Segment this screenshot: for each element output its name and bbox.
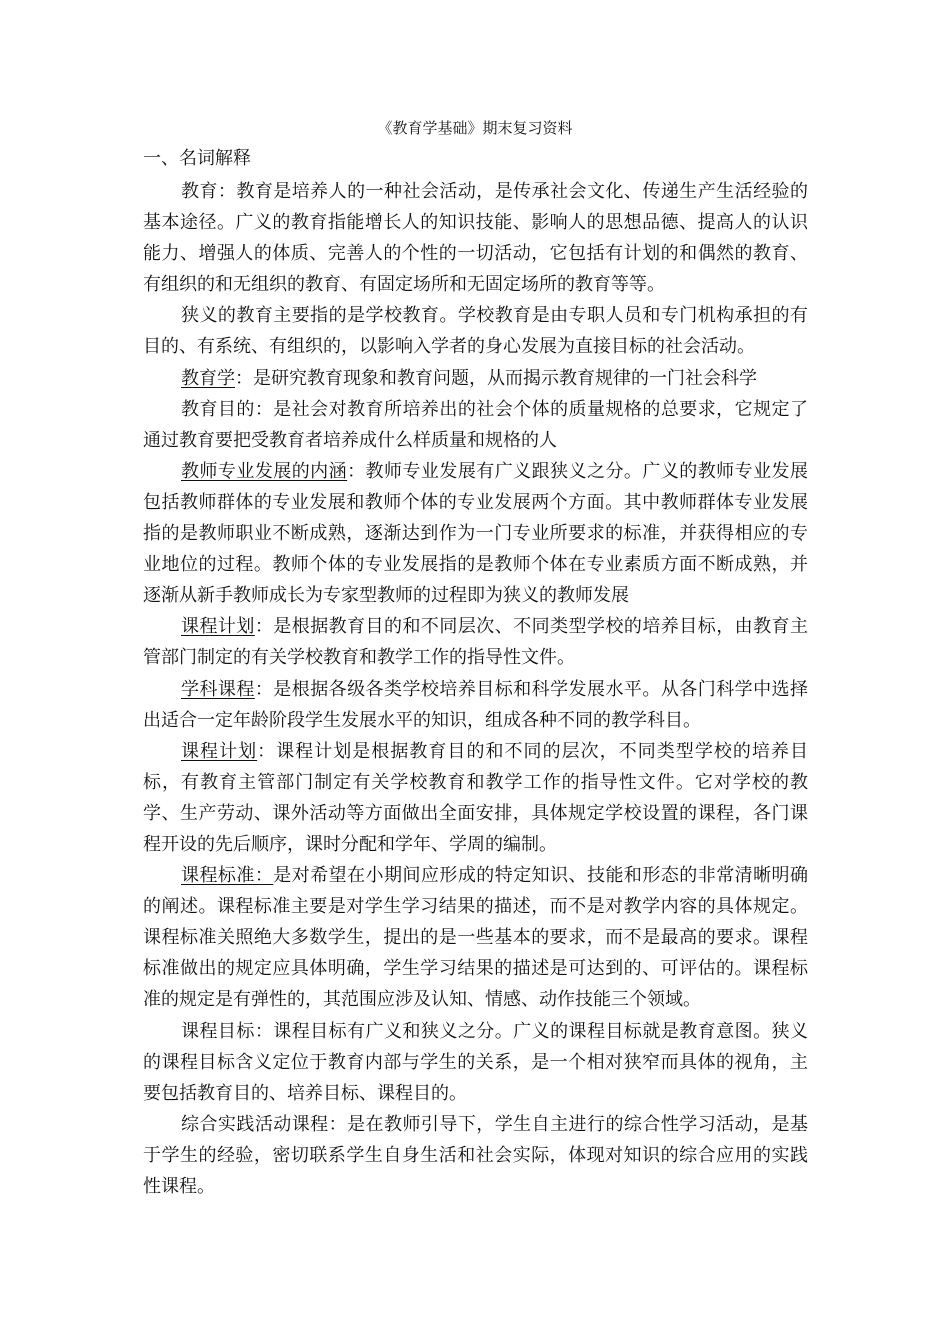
document-body xyxy=(143,145,808,1202)
paragraph-curriculum-standard xyxy=(143,860,808,1015)
paragraph-education xyxy=(143,176,808,300)
paragraph-pedagogy xyxy=(143,363,808,394)
paragraph-curriculum-goal xyxy=(143,1016,808,1109)
paragraph-text: 是对希望在小期间应形成的特定知识、技能和形态的非常清晰明确的阐述。课程标准主要是对学生学习结果的描述，而不是对教学内容的具体规定。课程标准关照绝大多数学生，提出的是一些基本的要求，而不是最高的要求。课程标准做出的规定应具体明确，学生学习结果的描述是可达到的、可评估的。课程标准的规定是有弹性的，其范围应涉及认知、情感、动作技能三个领域。 xyxy=(143,865,809,1011)
paragraph-text: 教育：教育是培养人的一种社会活动，是传承社会文化、传递生产生活经验的基本途径。广义的教育指能增长人的知识技能、影响人的思想品德、提高人的认识能力、增强人的体质、完善人的个性的一切活动，它包括有计划的和偶然的教育、有组织的和无组织的教育、有固定场所和无固定场所的教育等等。 xyxy=(143,181,808,296)
paragraph-text: ：课程计划是根据教育目的和不同的层次，不同类型学校的培养目标，有教育主管部门制定有关学校教育和教学工作的指导性文件。它对学校的教学、生产劳动、课外活动等方面做出全面安排，具体规定学校设置的课程，各门课程开设的先后顺序，课时分配和学年、学周的编制。 xyxy=(143,740,808,855)
paragraph-text: ：是研究教育现象和教育问题，从而揭示教育规律的一门社会科学 xyxy=(235,367,757,389)
section-heading: 一、名词解释 xyxy=(143,148,251,169)
paragraph-text: ：教师专业发展有广义跟狭义之分。广义的教师专业发展包括教师群体的专业发展和教师个体的专业发展两个方面。其中教师群体专业发展指的是教师职业不断成熟，逐渐达到作为一门专业所要求的标准，并获得相应的专业地位的过程。教师个体的专业发展指的是教师个体在专业素质方面不断成熟，并逐渐从新手教师成长为专家型教师的过程即为狭义的教师发展 xyxy=(143,460,809,607)
paragraph-text: 教育目的：是社会对教育所培养出的社会个体的质量规格的总要求，它规定了通过教育要把受教育者培养成什么样质量和规格的人 xyxy=(143,398,808,451)
document-title: 《教育学基础》期末复习资料 xyxy=(377,119,573,137)
term-label: 课程计划 xyxy=(181,740,258,762)
paragraph-text: 狭义的教育主要指的是学校教育。学校教育是由专职人员和专门机构承担的有目的、有系统、有组织的，以影响入学者的身心发展为直接目标的社会活动。 xyxy=(143,305,808,358)
term-label: 教师专业发展的内涵 xyxy=(181,460,348,482)
paragraph-curriculum-plan xyxy=(143,611,808,673)
paragraph-subject-curriculum xyxy=(143,674,808,736)
paragraph-practice-curriculum xyxy=(143,1109,808,1202)
paragraph-text: ：是根据各级各类学校培养目标和科学发展水平。从各门科学中选择出适合一定年龄阶段学生发展水平的知识，组成各种不同的教学科目。 xyxy=(143,678,809,731)
paragraph-narrow-education xyxy=(143,300,808,362)
term-label: 学科课程 xyxy=(181,678,255,700)
paragraph-text: ：是根据教育目的和不同层次、不同类型学校的培养目标，由教育主管部门制定的有关学校教育和教学工作的指导性文件。 xyxy=(143,616,809,669)
term-label: 教育学 xyxy=(181,367,235,389)
paragraph-curriculum-plan-2 xyxy=(143,736,808,860)
term-label: 课程标准： xyxy=(181,865,274,887)
paragraph-education-aim xyxy=(143,394,808,456)
paragraph-text: 综合实践活动课程：是在教师引导下，学生自主进行的综合性学习活动，是基于学生的经验，密切联系学生自身生活和社会实际，体现对知识的综合应用的实践性课程。 xyxy=(143,1113,808,1197)
term-label: 课程计划 xyxy=(181,616,255,638)
paragraph-teacher-development xyxy=(143,456,808,611)
paragraph-text: 课程目标：课程目标有广义和狭义之分。广义的课程目标就是教育意图。狭义的课程目标含义定位于教育内部与学生的关系，是一个相对狭窄而具体的视角，主要包括教育目的、培养目标、课程目的。 xyxy=(143,1020,808,1104)
